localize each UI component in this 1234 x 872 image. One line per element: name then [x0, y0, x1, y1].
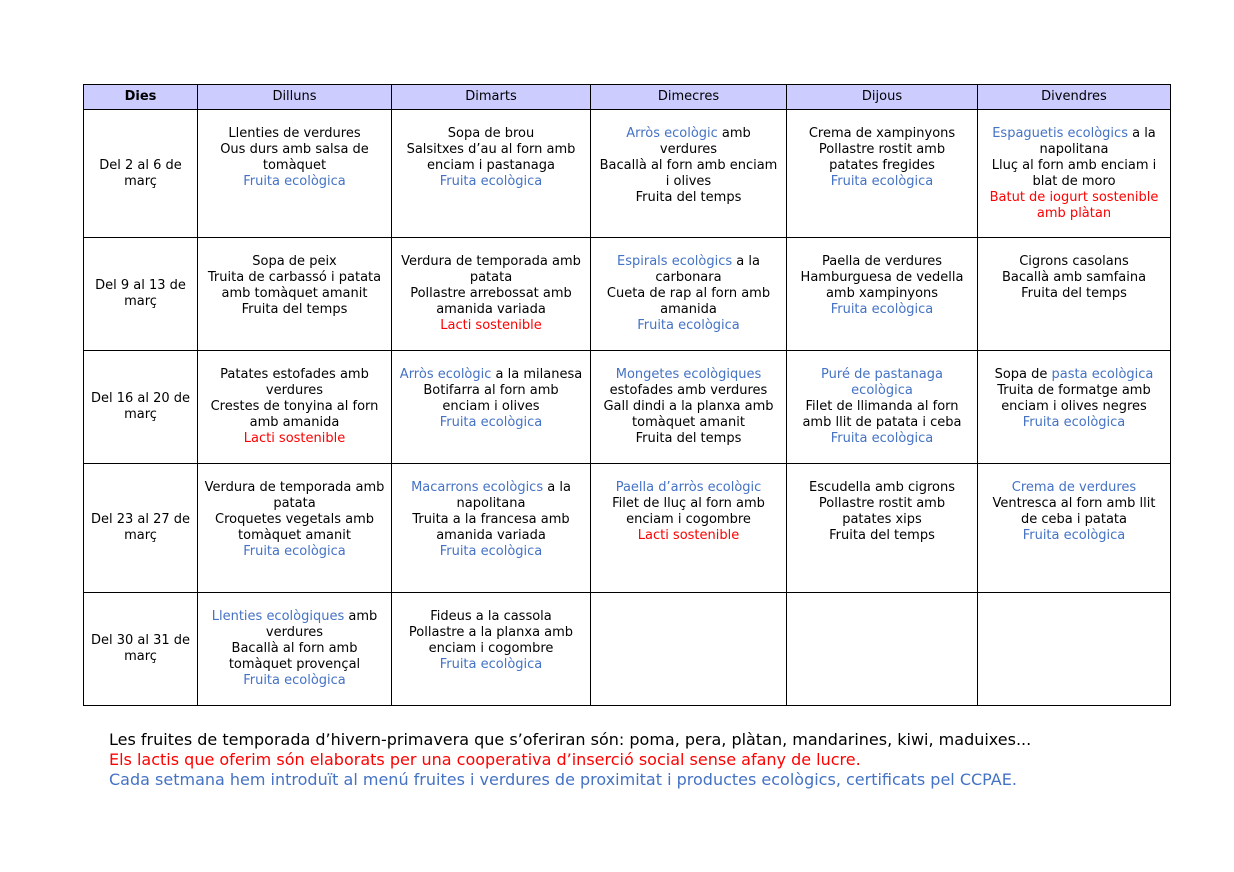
- menu-cell-dijous: [787, 238, 978, 351]
- dish-line: [793, 496, 971, 528]
- dish-line: [204, 544, 385, 560]
- dish-text: Sopa de peix: [252, 254, 337, 269]
- dish-text-ecologic: Fruita ecològica: [439, 415, 543, 430]
- dish-text: Pollastre rostit amb patates xips: [818, 496, 946, 527]
- dish-text: Crestes de tonyina al forn amb amanida: [210, 399, 379, 430]
- dish-line: [204, 270, 385, 302]
- dish-text-ecologic: Fruita ecològica: [439, 544, 543, 559]
- dish-line: [204, 302, 385, 318]
- dish-line: [984, 367, 1164, 383]
- dish-text-ecologic: Fruita ecològica: [243, 673, 346, 688]
- dish-text: Bacallà al forn amb tomàquet provençal: [228, 641, 361, 672]
- dish-text: Cigrons casolans: [1019, 254, 1129, 269]
- dish-text: amb verdures: [265, 609, 378, 640]
- dish-line: [398, 286, 584, 318]
- week-row: [84, 238, 1171, 351]
- dish-line: [793, 270, 971, 302]
- dish-text: Sopa de: [994, 367, 1052, 382]
- dish-text: Lluç al forn amb enciam i blat de moro: [991, 158, 1157, 189]
- dish-line: [984, 286, 1164, 302]
- dish-line: [204, 399, 385, 431]
- dish-text-sustainable: Batut de iogurt sostenible amb plàtan: [989, 190, 1159, 221]
- dish-text: Cueta de rap al forn amb amanida: [606, 286, 771, 317]
- dish-line: [793, 399, 971, 431]
- dish-text-ecologic: Fruita ecològica: [1022, 528, 1126, 543]
- dish-text-sustainable: Lacti sostenible: [440, 318, 542, 333]
- dish-line: [204, 254, 385, 270]
- dish-line: [793, 367, 971, 399]
- dish-line: [398, 609, 584, 625]
- dish-text: Truita de carbassó i patata amb tomàquet amanit: [207, 270, 382, 301]
- dish-line: [398, 367, 584, 383]
- dish-text-ecologic: Fruita ecològica: [1022, 415, 1126, 430]
- menu-cell-divendres: [978, 593, 1171, 706]
- dish-text-sustainable: Lacti sostenible: [637, 528, 740, 543]
- dish-text: Salsitxes d’au al forn amb enciam i pastanaga: [406, 142, 576, 173]
- dish-text: Ventresca al forn amb llit de ceba i patata: [992, 496, 1156, 527]
- dish-line: [398, 174, 584, 190]
- dish-line: [793, 126, 971, 142]
- menu-cell-dilluns: [198, 238, 392, 351]
- note-eco: Cada setmana hem introduït al menú fruites i verdures de proximitat i productes ecològics, certificats pel CCPAE.: [109, 770, 1017, 789]
- dish-text-ecologic: Fruita ecològica: [439, 174, 543, 189]
- dish-text: Croquetes vegetals amb tomàquet amanit: [215, 512, 374, 543]
- dish-line: [398, 544, 584, 560]
- menu-cell-dilluns: [198, 593, 392, 706]
- dish-line: [204, 673, 385, 689]
- dish-text: a la napolitana: [456, 480, 571, 511]
- header-dies: Dies: [84, 85, 198, 110]
- dish-text: Filet de lluç al forn amb enciam i cogombre: [612, 496, 765, 527]
- dish-text: Bacallà amb samfaina: [1001, 270, 1147, 285]
- dish-line: [204, 512, 385, 544]
- dish-text: Escudella amb cigrons: [809, 480, 955, 495]
- menu-cell-dijous: [787, 593, 978, 706]
- note-dairy: Els lactis que oferim són elaborats per una cooperativa d’inserció social sense afany de lucre.: [109, 750, 861, 769]
- dish-text: Patates estofades amb verdures: [220, 367, 369, 398]
- dish-text: Pollastre a la planxa amb enciam i cogombre: [408, 625, 574, 656]
- dish-text-ecologic: Paella d’arròs ecològic: [615, 480, 762, 495]
- dish-text: Truita de formatge amb enciam i olives negres: [997, 383, 1151, 414]
- week-row: [84, 464, 1171, 593]
- dish-line: [984, 158, 1164, 190]
- dish-line: [398, 480, 584, 512]
- dish-line: [793, 528, 971, 544]
- dish-text-sustainable: Lacti sostenible: [243, 431, 346, 446]
- dish-line: [398, 657, 584, 673]
- dish-line: [204, 142, 385, 174]
- dish-text-ecologic: Fruita ecològica: [243, 544, 346, 559]
- dish-text: Fruita del temps: [829, 528, 935, 543]
- dish-line: [793, 431, 971, 447]
- dish-text-ecologic: Arròs ecològic: [626, 126, 718, 141]
- dish-text-ecologic: Macarrons ecològics: [411, 480, 544, 495]
- dish-line: [204, 609, 385, 641]
- header-dilluns: Dilluns: [198, 85, 392, 110]
- dish-line: [597, 286, 780, 318]
- dish-line: [204, 174, 385, 190]
- menu-body: [84, 110, 1171, 706]
- week-row: [84, 593, 1171, 706]
- dish-line: [398, 254, 584, 286]
- menu-cell-dimarts: [392, 351, 591, 464]
- dish-line: [984, 415, 1164, 431]
- menu-cell-dilluns: [198, 110, 392, 238]
- dish-line: [204, 126, 385, 142]
- menu-cell-dimecres: [591, 110, 787, 238]
- menu-cell-divendres: [978, 110, 1171, 238]
- dish-text: estofades amb verdures: [609, 383, 768, 398]
- menu-table: [83, 84, 1171, 706]
- dish-line: [597, 496, 780, 528]
- dish-text-ecologic: Fruita ecològica: [830, 174, 934, 189]
- dish-text-ecologic: Arròs ecològic: [399, 367, 492, 382]
- dish-text: Fruita del temps: [241, 302, 348, 317]
- dish-line: [984, 528, 1164, 544]
- dish-text: Botifarra al forn amb enciam i olives: [423, 383, 559, 414]
- dish-text-ecologic: Crema de verdures: [1011, 480, 1137, 495]
- dish-line: [398, 318, 584, 334]
- dish-text: Ous durs amb salsa de tomàquet: [220, 142, 369, 173]
- dish-line: [204, 641, 385, 673]
- week-label: Del 9 al 13 de març: [84, 238, 198, 351]
- dish-line: [398, 512, 584, 544]
- menu-cell-divendres: [978, 464, 1171, 593]
- dish-line: [597, 126, 780, 158]
- menu-cell-dimecres: [591, 593, 787, 706]
- menu-cell-dimecres: [591, 238, 787, 351]
- dish-text: Filet de llimanda al forn amb llit de patata i ceba: [802, 399, 962, 430]
- week-row: [84, 110, 1171, 238]
- dish-text-ecologic: Fruita ecològica: [637, 318, 740, 333]
- header-row: [84, 85, 1171, 110]
- dish-line: [597, 431, 780, 447]
- header-dijous: Dijous: [787, 85, 978, 110]
- menu-cell-divendres: [978, 351, 1171, 464]
- dish-line: [204, 367, 385, 399]
- dish-text: a la napolitana: [1039, 126, 1156, 157]
- menu-cell-dimecres: [591, 351, 787, 464]
- dish-line: [984, 190, 1164, 222]
- dish-line: [793, 302, 971, 318]
- menu-cell-dimarts: [392, 593, 591, 706]
- menu-cell-dijous: [787, 110, 978, 238]
- menu-cell-dimecres: [591, 464, 787, 593]
- week-label: Del 16 al 20 de març: [84, 351, 198, 464]
- dish-text: a la milanesa: [491, 367, 583, 382]
- dish-text: Sopa de brou: [447, 126, 535, 141]
- menu-cell-dijous: [787, 464, 978, 593]
- dish-text: a la carbonara: [655, 254, 760, 285]
- dish-line: [597, 528, 780, 544]
- dish-text: Pollastre rostit amb patates fregides: [818, 142, 946, 173]
- dish-text-ecologic: Espirals ecològics: [617, 254, 733, 269]
- note-fruits: Les fruites de temporada d’hivern-primavera que s’oferiran són: poma, pera, plàtan, mandarines, kiwi, maduixes...: [109, 730, 1032, 749]
- dish-text: Pollastre arrebossat amb amanida variada: [410, 286, 572, 317]
- dish-text: Fruita del temps: [635, 431, 742, 446]
- week-label: Del 30 al 31 de març: [84, 593, 198, 706]
- dish-line: [204, 431, 385, 447]
- dish-text-ecologic: Espaguetis ecològics: [992, 126, 1128, 141]
- dish-line: [793, 480, 971, 496]
- dish-line: [398, 415, 584, 431]
- header-divendres: Divendres: [978, 85, 1171, 110]
- week-label: Del 23 al 27 de març: [84, 464, 198, 593]
- dish-text: Hamburguesa de vedella amb xampinyons: [800, 270, 964, 301]
- dish-text: Paella de verdures: [821, 254, 943, 269]
- dish-text: amb verdures: [659, 126, 751, 157]
- menu-cell-dilluns: [198, 351, 392, 464]
- dish-line: [793, 174, 971, 190]
- dish-line: [398, 142, 584, 174]
- dish-text: Crema de xampinyons: [808, 126, 956, 141]
- dish-line: [398, 383, 584, 415]
- dish-line: [398, 126, 584, 142]
- dish-line: [597, 158, 780, 190]
- dish-line: [398, 625, 584, 657]
- dish-text-ecologic: Fruita ecològica: [243, 174, 346, 189]
- header-dimecres: Dimecres: [591, 85, 787, 110]
- menu-cell-dimarts: [392, 238, 591, 351]
- dish-line: [597, 399, 780, 431]
- dish-text-ecologic: Fruita ecològica: [830, 302, 934, 317]
- dish-line: [984, 270, 1164, 286]
- dish-text-ecologic: pasta ecològica: [1051, 367, 1154, 382]
- menu-cell-dimarts: [392, 110, 591, 238]
- dish-text-ecologic: Fruita ecològica: [439, 657, 543, 672]
- dish-line: [984, 254, 1164, 270]
- dish-text: Verdura de temporada amb patata: [204, 480, 385, 511]
- dish-line: [793, 254, 971, 270]
- dish-line: [597, 480, 780, 496]
- dish-text-ecologic: Fruita ecològica: [830, 431, 934, 446]
- dish-line: [597, 318, 780, 334]
- menu-cell-dilluns: [198, 464, 392, 593]
- dish-text: Gall dindi a la planxa amb tomàquet amanit: [603, 399, 774, 430]
- dish-line: [793, 142, 971, 174]
- dish-text-ecologic: Puré de pastanaga ecològica: [821, 367, 943, 398]
- notes: [109, 730, 1159, 790]
- dish-line: [984, 383, 1164, 415]
- dish-line: [597, 367, 780, 399]
- dish-text: Verdura de temporada amb patata: [401, 254, 581, 285]
- dish-text: Fruita del temps: [1021, 286, 1127, 301]
- dish-text: Fruita del temps: [635, 190, 742, 205]
- dish-text-ecologic: Llenties ecològiques: [211, 609, 345, 624]
- dish-text-ecologic: Mongetes ecològiques: [615, 367, 762, 382]
- week-row: [84, 351, 1171, 464]
- dish-text: Llenties de verdures: [228, 126, 361, 141]
- dish-line: [597, 190, 780, 206]
- menu-cell-divendres: [978, 238, 1171, 351]
- dish-line: [204, 480, 385, 512]
- dish-line: [984, 126, 1164, 158]
- dish-text: Truita a la francesa amb amanida variada: [412, 512, 570, 543]
- dish-line: [984, 496, 1164, 528]
- menu-cell-dijous: [787, 351, 978, 464]
- header-dimarts: Dimarts: [392, 85, 591, 110]
- menu-cell-dimarts: [392, 464, 591, 593]
- dish-line: [984, 480, 1164, 496]
- week-label: Del 2 al 6 de març: [84, 110, 198, 238]
- dish-line: [597, 254, 780, 286]
- dish-text: Fideus a la cassola: [430, 609, 552, 624]
- dish-text: Bacallà al forn amb enciam i olives: [599, 158, 778, 189]
